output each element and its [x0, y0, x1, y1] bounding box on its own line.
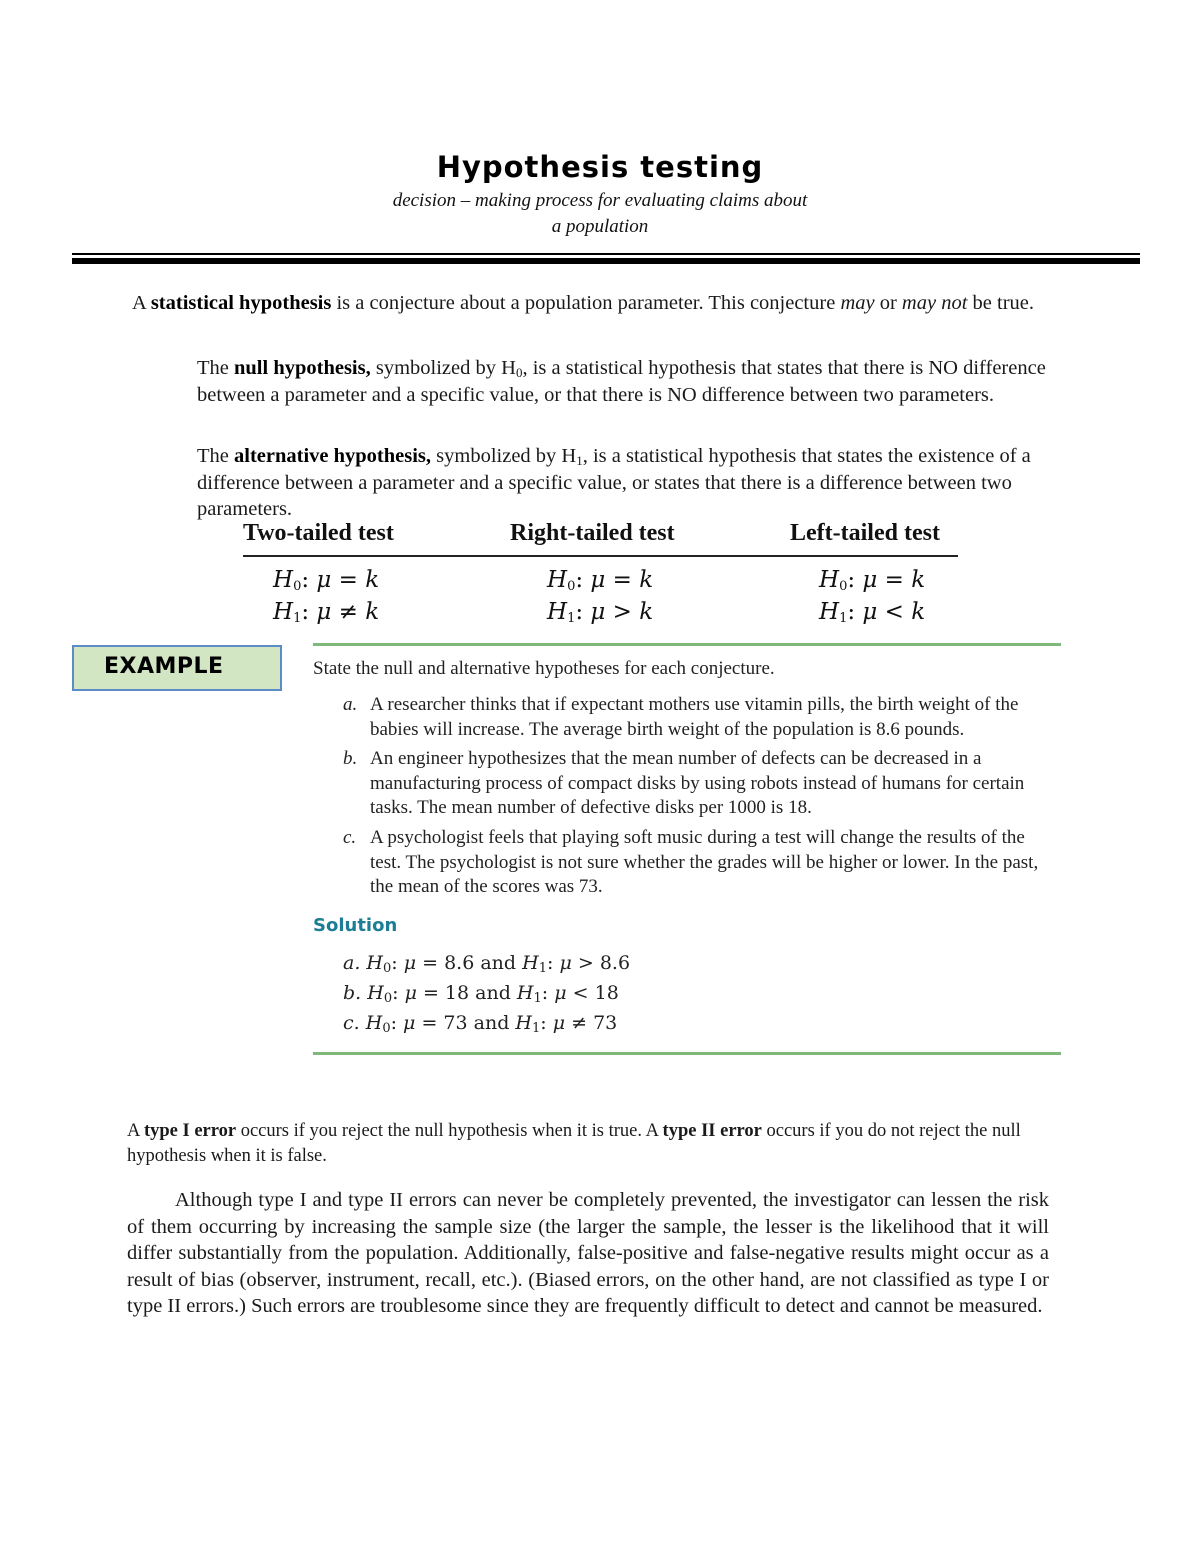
solution-item: b. $H_0$: μ = 18 and $H_1$: μ < 18	[343, 982, 619, 1006]
term-statistical-hypothesis: statistical hypothesis	[150, 292, 332, 314]
header-two-tailed: Two-tailed test	[243, 520, 394, 546]
header-divider-thin	[72, 253, 1140, 255]
solution-item: a. $H_0$: μ = 8.6 and $H_1$: μ > 8.6	[343, 952, 631, 976]
header-divider-thick	[72, 258, 1140, 264]
example-item: a. A researcher thinks that if expectant mothers use vitamin pills, the birth weight of the babies will increase. The average birth weight of the population is 8.6 pounds.	[343, 694, 1019, 740]
header-left-tailed: Left-tailed test	[790, 520, 940, 546]
null-hypothesis-definition: The null hypothesis, symbolized by $H_0$, is a statistical hypothesis that states that there is NO difference between a parameter and a specific value, or that there is NO difference between two parameters.	[197, 357, 1046, 406]
term-alternative-hypothesis: alternative hypothesis,	[234, 445, 432, 467]
example-bottom-rule	[313, 1052, 1061, 1055]
solution-label: Solution	[313, 915, 398, 936]
statistical-hypothesis-definition: A statistical hypothesis is a conjecture about a population parameter. This conjecture may or may not be true.	[132, 292, 1035, 314]
h0-row: $H_0$: μ = k	[819, 567, 926, 594]
solution-item: c. $H_0$: μ = 73 and $H_1$: μ ≠ 73	[343, 1012, 618, 1036]
error-types-definition: A type I error occurs if you reject the null hypothesis when it is true. A type II error occurs if you do not reject the null hypothesis when it is false.	[127, 1121, 1021, 1166]
header-right-tailed: Right-tailed test	[510, 520, 675, 546]
term-null-hypothesis: null hypothesis,	[234, 357, 371, 379]
h0-row: $H_0$: μ = k	[273, 567, 380, 594]
two-tailed-hypotheses	[273, 564, 379, 628]
closing-paragraph: Although type I and type II errors can never be completely prevented, the investigator can lessen the risk of them occurring by increasing the sample size (the larger the sample, the lesser is the likelihood that it will differ substantially from the population. Additionally, false-positive and false-negative results might occur as a result of bias (observer, instrument, recall, etc.). (Biased errors, on the other hand, are not classified as type I or type II errors.) Such errors are troublesome since they are frequently difficult to detect and cannot be measured.	[127, 1189, 1049, 1317]
term-type-ii-error: type II error	[662, 1121, 762, 1141]
example-item: c. A psychologist feels that playing soft music during a test will change the results of the test. The psychologist is not sure whether the grades will be higher or lower. In the past, the mean of the scores was 73.	[343, 827, 1039, 897]
page-title: Hypothesis testing	[436, 150, 764, 184]
h0-row: $H_0$: μ = k	[547, 567, 654, 594]
alternative-hypothesis-definition: The alternative hypothesis, symbolized by $H_1$, is a statistical hypothesis that states the existence of a difference between a parameter and a specific value, or states that there is a difference between two parameters.	[197, 445, 1031, 520]
subtitle-line-1: decision – making process for evaluating claims about	[392, 190, 808, 211]
term-type-i-error: type I error	[143, 1121, 237, 1141]
h1-row: $H_1$: μ > k	[547, 599, 654, 626]
example-intro: State the null and alternative hypotheses for each conjecture.	[313, 658, 775, 679]
h1-row: $H_1$: μ ≠ k	[273, 599, 380, 626]
table-divider	[243, 555, 958, 557]
example-item: b. An engineer hypothesizes that the mean number of defects can be decreased in a manufacturing process of compact disks by using robots instead of humans for certain tasks. The mean number of defective disks per 1000 is 18.	[343, 748, 1025, 818]
example-label: EXAMPLE	[104, 654, 224, 679]
h1-row: $H_1$: μ < k	[819, 599, 926, 626]
subtitle-line-2: a population	[551, 216, 649, 237]
right-tailed-hypotheses	[547, 564, 653, 628]
left-tailed-hypotheses	[819, 564, 925, 628]
example-top-rule	[313, 643, 1061, 646]
